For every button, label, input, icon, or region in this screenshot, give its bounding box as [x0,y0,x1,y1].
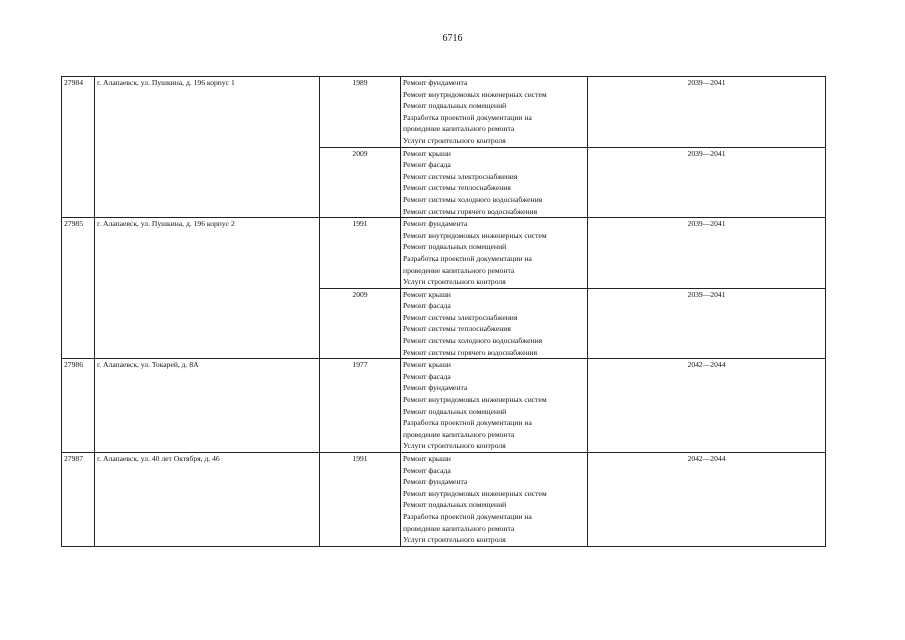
house-address: г. Алапаевск, ул. 40 лет Октября, д. 46 [95,453,320,547]
work-item: проведение капитального ремонта [403,523,515,533]
house-id: 27987 [62,453,95,547]
work-item: Разработка проектной документации на [403,511,532,521]
works-cell [401,359,588,453]
work-item: Разработка проектной документации на [403,418,532,428]
work-item: Ремонт системы холодного водоснабжения [403,194,543,204]
works-cell [401,288,588,359]
work-item: Ремонт системы теплоснабжения [403,324,511,334]
table-row [62,453,826,547]
work-item: Услуги строительного контроля [403,441,506,451]
house-id: 27985 [62,218,95,359]
work-item: Ремонт системы холодного водоснабжения [403,336,543,346]
planned-period-cell: 2042—2044 [588,453,826,547]
work-item: Ремонт системы теплоснабжения [403,183,511,193]
work-item: Ремонт системы электроснабжения [403,312,518,322]
year-cell: 1991 [320,218,401,289]
work-item: Ремонт подвальных помещений [403,101,507,111]
work-item: Разработка проектной документации на [403,112,532,122]
year-cell: 2009 [320,288,401,359]
work-item: Ремонт фундамента [403,219,468,229]
work-item: Разработка проектной документации на [403,253,532,263]
work-item: Ремонт подвальных помещений [403,500,507,510]
repair-schedule-table [61,76,826,547]
work-item: Ремонт крыши [403,289,451,299]
work-item: Ремонт внутридомовых инженерных систем [403,395,547,405]
year-cell: 1989 [320,77,401,148]
work-item: Ремонт внутридомовых инженерных систем [403,89,547,99]
planned-period-cell: 2039—2041 [588,288,826,359]
work-item: Ремонт крыши [403,148,451,158]
planned-period-cell: 2039—2041 [588,77,826,148]
table-row [62,359,826,453]
works-cell [401,147,588,218]
work-item: Ремонт подвальных помещений [403,406,507,416]
work-item: Ремонт фасада [403,371,451,381]
work-item: Ремонт фундамента [403,78,468,87]
year-cell: 1991 [320,453,401,547]
house-id: 27984 [62,77,95,218]
works-cell [401,77,588,148]
planned-period-cell: 2042—2044 [588,359,826,453]
work-item: Ремонт системы горячего водоснабжения [403,206,538,216]
work-item: Ремонт внутридомовых инженерных систем [403,488,547,498]
work-item: проведение капитального ремонта [403,265,515,275]
house-address: г. Алапаевск, ул. Пушкина, д. 196 корпус 2 [95,218,320,359]
works-cell [401,453,588,547]
work-item: Ремонт фундамента [403,477,468,487]
work-item: Услуги строительного контроля [403,135,506,145]
work-item: Ремонт фасада [403,465,451,475]
work-item: проведение капитального ремонта [403,124,515,134]
work-item: Ремонт внутридомовых инженерных систем [403,230,547,240]
page-number: 6716 [442,33,463,44]
work-item: Ремонт крыши [403,454,451,463]
work-item: Ремонт фасада [403,160,451,170]
year-cell: 1977 [320,359,401,453]
table-row [62,77,826,148]
work-item: Ремонт фундамента [403,383,468,393]
house-address: г. Алапаевск, ул. Токарей, д. 8А [95,359,320,453]
works-cell [401,218,588,289]
table-row [62,218,826,289]
work-item: Ремонт системы горячего водоснабжения [403,347,538,357]
planned-period-cell: 2039—2041 [588,147,826,218]
house-id: 27986 [62,359,95,453]
planned-period-cell: 2039—2041 [588,218,826,289]
work-item: Услуги строительного контроля [403,277,506,287]
house-address: г. Алапаевск, ул. Пушкина, д. 196 корпус 1 [95,77,320,218]
work-item: Ремонт системы электроснабжения [403,171,518,181]
work-item: Ремонт подвальных помещений [403,242,507,252]
work-item: Ремонт фасада [403,301,451,311]
work-item: проведение капитального ремонта [403,429,515,439]
work-item: Ремонт крыши [403,360,451,370]
table-body [62,77,826,547]
year-cell: 2009 [320,147,401,218]
work-item: Услуги строительного контроля [403,535,506,545]
